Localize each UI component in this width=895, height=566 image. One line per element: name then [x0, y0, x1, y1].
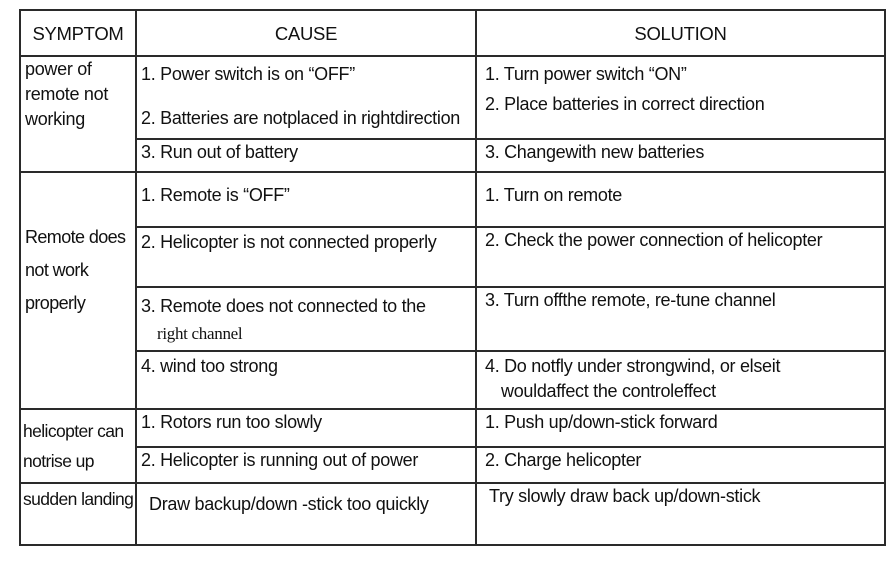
table-row: [20, 447, 885, 483]
header-row: [20, 10, 885, 56]
solution-cell: [476, 409, 885, 447]
cause-line: 2. Helicopter is not connected properly: [141, 232, 437, 252]
solution-line: 1. Turn power switch “ON”: [485, 64, 687, 84]
cause-cell: [136, 483, 476, 545]
solution-cell: [476, 351, 885, 409]
solution-line: 4. Do notfly under strongwind, or elseit: [485, 356, 781, 376]
header-symptom: SYMPTOM: [20, 10, 136, 56]
solution-line: 1. Turn on remote: [485, 185, 622, 205]
cause-cell: [136, 447, 476, 483]
cause-cell: [136, 172, 476, 227]
solution-line: 2. Charge helicopter: [485, 450, 642, 470]
table-row: [20, 287, 885, 351]
cause-line: 1. Remote is “OFF”: [141, 185, 290, 205]
header-cause: CAUSE: [136, 10, 476, 56]
cause-line: 2. Helicopter is running out of power: [141, 450, 419, 470]
cause-cell: [136, 409, 476, 447]
cause-line: 3. Remote does not connected to the: [141, 296, 426, 316]
cause-cell: [136, 287, 476, 351]
solution-line: 2. Check the power connection of helicopter: [485, 230, 823, 250]
solution-cell: [476, 139, 885, 172]
symptom-cell: [20, 483, 136, 545]
table-row: [20, 483, 885, 545]
symptom-line: sudden landing: [23, 489, 134, 509]
symptom-line: notrise up: [23, 451, 94, 471]
cause-line: 2. Batteries are notplaced in rightdirection: [141, 108, 460, 128]
cause-line: 4. wind too strong: [141, 356, 278, 376]
symptom-line: not work: [25, 260, 89, 280]
cause-line: Draw backup/down -stick too quickly: [149, 494, 429, 514]
cause-cell: [136, 139, 476, 172]
table-row: [20, 351, 885, 409]
cause-line: 1. Power switch is on “OFF”: [141, 64, 355, 84]
table-row: [20, 172, 885, 227]
cause-line: 1. Rotors run too slowly: [141, 412, 322, 432]
solution-line: wouldaffect the controleffect: [501, 381, 716, 401]
symptom-cell: [20, 172, 136, 409]
solution-cell: [476, 483, 885, 545]
cause-cell: [136, 56, 476, 139]
table-row: [20, 409, 885, 447]
header-solution: SOLUTION: [476, 10, 885, 56]
solution-line: Try slowly draw back up/down-stick: [489, 486, 761, 506]
solution-line: 3. Turn offthe remote, re-tune channel: [485, 290, 776, 310]
symptom-line: remote not: [25, 84, 109, 104]
solution-cell: [476, 287, 885, 351]
solution-cell: [476, 172, 885, 227]
solution-cell: [476, 227, 885, 287]
symptom-cell: [20, 409, 136, 483]
cause-line: 3. Run out of battery: [141, 142, 298, 162]
table-row: [20, 227, 885, 287]
table-row: [20, 139, 885, 172]
symptom-line: Remote does: [25, 227, 126, 247]
symptom-line: working: [25, 109, 85, 129]
solution-cell: [476, 56, 885, 139]
solution-cell: [476, 447, 885, 483]
symptom-line: power of: [25, 59, 92, 79]
solution-line: 1. Push up/down-stick forward: [485, 412, 718, 432]
symptom-line: helicopter can: [23, 421, 124, 441]
troubleshooting-table: [19, 9, 886, 546]
solution-line: 3. Changewith new batteries: [485, 142, 705, 162]
table-row: [20, 56, 885, 139]
cause-cell: [136, 227, 476, 287]
cause-line: right channel: [157, 324, 243, 343]
cause-cell: [136, 351, 476, 409]
solution-line: 2. Place batteries in correct direction: [485, 94, 765, 114]
symptom-line: properly: [25, 293, 86, 313]
symptom-cell: [20, 56, 136, 172]
